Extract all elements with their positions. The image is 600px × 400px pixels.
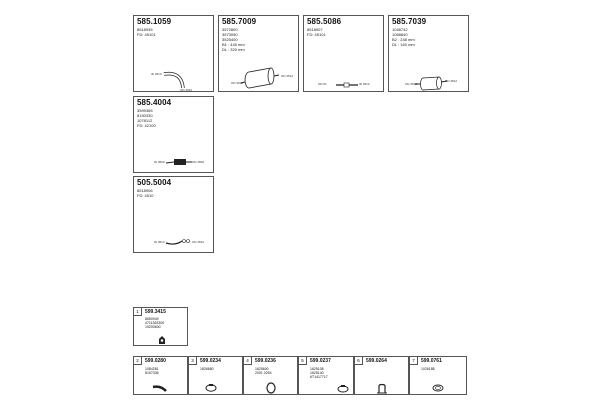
part-card-585-7039[interactable] [388,15,469,92]
ref-lines: 1026188 [421,367,435,371]
accessory-card-599-3415[interactable] [133,307,188,346]
dim-label: OD 4512 [445,79,458,83]
dim-label: ID 4513 [154,240,165,244]
dim-label: OD 4512 [231,81,244,85]
dim-label: ID 4510 [151,72,162,76]
gasket-icon [432,384,444,392]
dim-label: OD 4512 [405,82,418,86]
accessory-card-599-0236[interactable] [243,356,298,395]
pipe-section-illustration [166,158,192,166]
part-number: 585.4004 [137,98,172,107]
part-card-505-5004[interactable] [133,176,214,253]
dim-label: OD 4510 [192,240,205,244]
item-index: 6 [355,357,363,365]
part-number: 585.7009 [222,17,257,26]
item-index: 2 [134,357,142,365]
bracket-icon [377,383,387,394]
item-index: 4 [244,357,252,365]
pipe-icon [152,384,168,392]
part-number: 599.0234 [200,358,221,364]
part-number: 585.1059 [137,17,172,26]
ref-lines: 8518906 FD: 4510 [137,188,154,198]
ref-lines: 1625600 2001 0254 [255,367,272,376]
clamp-icon [205,384,217,392]
muffler-illustration [241,68,281,92]
accessory-card-599-0280[interactable] [133,356,188,395]
dim-label: ID 4500 [154,160,165,164]
ref-lines: 8518935 FD: 45101 [137,27,156,37]
accessory-card-599-0761[interactable] [409,356,467,395]
accessory-card-599-0234[interactable] [188,356,243,395]
part-number: 599.3415 [145,309,166,315]
ref-lines: 1084281 8157336 [145,367,159,376]
part-card-585-5086[interactable] [303,15,384,92]
part-number: 505.5004 [137,178,172,187]
accessory-card-599-0237[interactable] [298,356,354,395]
straight-pipe-illustration [336,82,358,88]
ref-lines: 8518907 FD: 45101 [307,27,326,37]
part-card-585-4004[interactable] [133,96,214,173]
dim-label: OD 51 [318,82,327,86]
part-number: 599.0761 [421,358,442,364]
ref-lines: 3572800 3573050 3525400 B1 : 445 mm DL : 320 mm [222,27,245,52]
ref-lines: 1048742 1068840 B2 : 248 mm DL : 160 mm [392,27,415,47]
ref-lines: 1826680 [200,367,214,371]
ref-lines: 1625108 1625140 6T1417717 [310,367,328,380]
item-index: 5 [299,357,307,365]
part-number: 599.0264 [366,358,387,364]
part-number: 599.0280 [145,358,166,364]
silencer-illustration [415,74,447,92]
part-number: 585.5086 [307,17,342,26]
item-index: 7 [410,357,418,365]
part-number: 599.0237 [310,358,331,364]
part-number: 585.7039 [392,17,427,26]
rubber-mount-icon [158,336,166,345]
ring-icon [266,382,276,394]
part-card-585-7009[interactable] [218,15,299,92]
dim-label: OD 4500 [192,160,205,164]
ref-lines: 3599365 8150330 1078112 FD: 42100 [137,108,156,128]
ref-lines: 8650949 4711363300 19200630 [145,317,165,330]
dim-label: OD 4512 [281,74,294,78]
item-index: 3 [189,357,197,365]
item-index: 1 [134,308,142,316]
dim-label: ID 4512 [359,82,370,86]
clamp-icon [337,385,349,393]
accessory-card-599-0264[interactable] [354,356,409,395]
part-number: 599.0236 [255,358,276,364]
dim-label: OD 4510 [180,88,193,92]
tail-pipe-illustration [166,237,192,247]
part-card-585-1059[interactable] [133,15,214,92]
